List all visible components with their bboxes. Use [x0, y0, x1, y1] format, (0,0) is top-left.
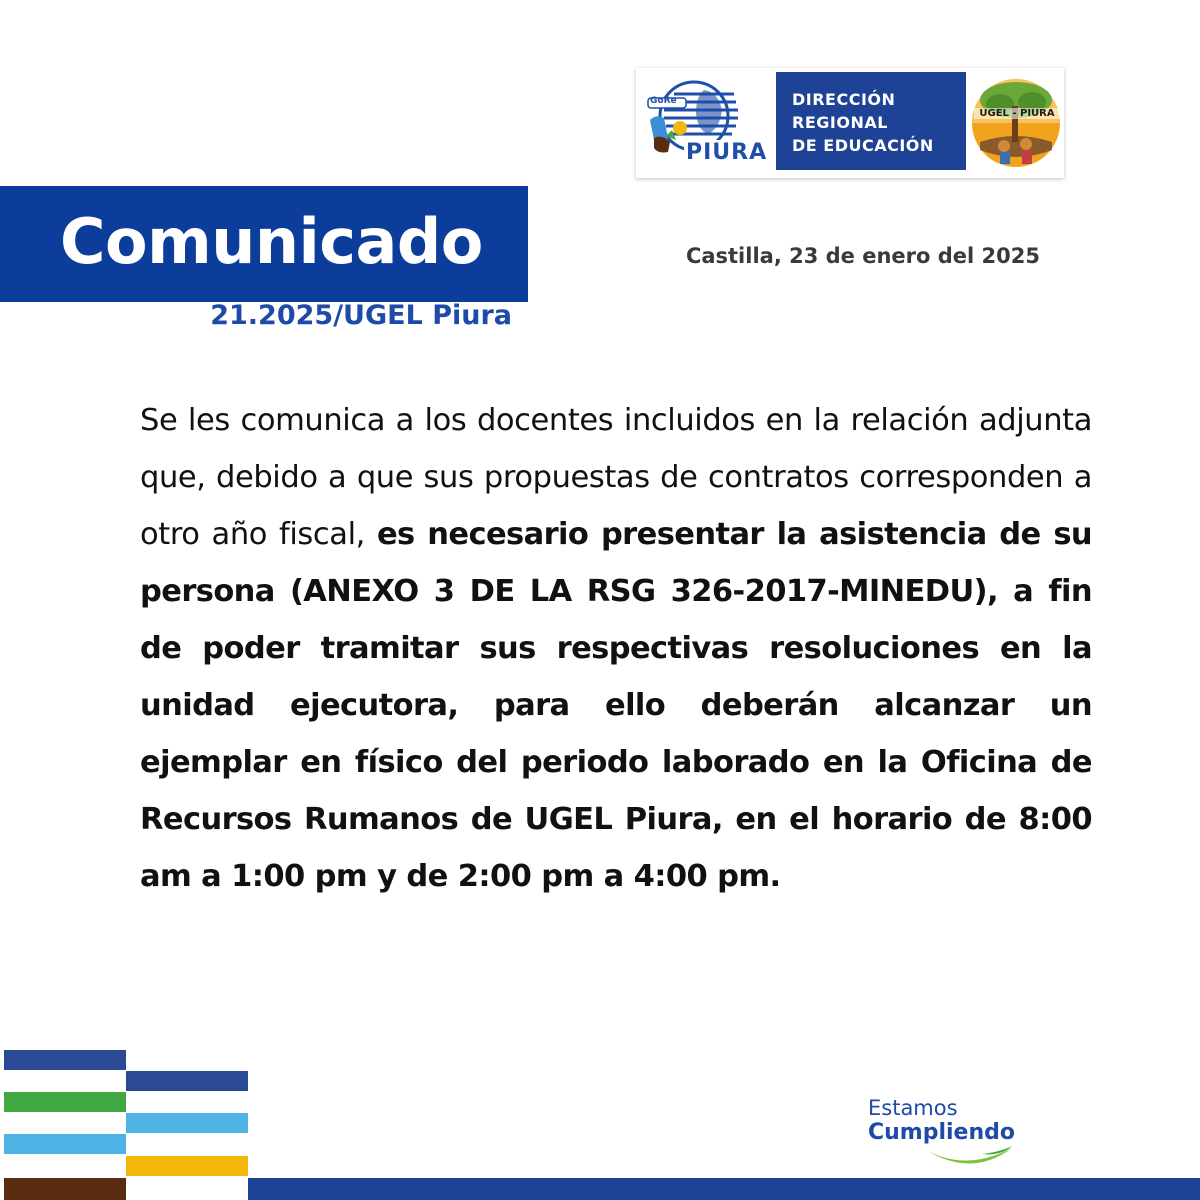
footer-stripe-yellow	[126, 1156, 248, 1176]
footer-stripe-lightblue-right	[126, 1113, 248, 1133]
footer-bar	[248, 1178, 1200, 1200]
reference-number: 21.2025/UGEL Piura	[210, 300, 512, 331]
footer-stripe-lightblue-left	[4, 1134, 126, 1154]
swoosh-icon	[922, 1144, 1014, 1166]
footer-stripe-navy-left	[4, 1050, 126, 1070]
gore-logo-wordmark: PIURA	[686, 140, 768, 165]
date-line: Castilla, 23 de enero del 2025	[685, 244, 1040, 268]
slogan	[866, 1094, 1066, 1174]
body-bold-text: es necesario presentar la asistencia de su persona (ANEXO 3 DE LA RSG 326-2017-MINEDU), a fin de poder tramitar sus respectivas resoluciones en la unidad ejecutora, para ello deberán alcanzar un ejemplar en físico del periodo laborado en la Oficina de Recursos Rumanos de UGEL Piura, en el horario de 8:00 am a 1:00 pm y de 2:00 pm a 4:00 pm.	[140, 517, 1092, 894]
footer-stripe-green	[4, 1092, 126, 1112]
footer-stripe-navy-right	[126, 1071, 248, 1091]
page-title: Comunicado	[60, 205, 483, 278]
footer-stripe-brown	[4, 1178, 126, 1200]
dre-line-2: REGIONAL	[792, 113, 888, 132]
dre-box	[776, 72, 966, 170]
ugel-piura-logo	[970, 72, 1062, 174]
ugel-logo-label: UGEL - PIURA	[974, 108, 1060, 119]
dre-line-3: DE EDUCACIÓN	[792, 136, 934, 155]
body-plain-text: Se les comunica a los docentes incluidos en la relación adjunta que, debido a que sus propuestas de contratos corresponden a otro año fiscal,	[140, 403, 1092, 552]
gore-logo-label: GoRe	[650, 96, 677, 106]
communique-body	[140, 392, 1092, 905]
slogan-line-2: Cumpliendo	[868, 1120, 1016, 1145]
title-banner	[0, 186, 528, 302]
logo-strip	[636, 68, 1064, 178]
dre-line-1: DIRECCIÓN	[792, 90, 896, 109]
slogan-line-1: Estamos	[868, 1096, 958, 1120]
